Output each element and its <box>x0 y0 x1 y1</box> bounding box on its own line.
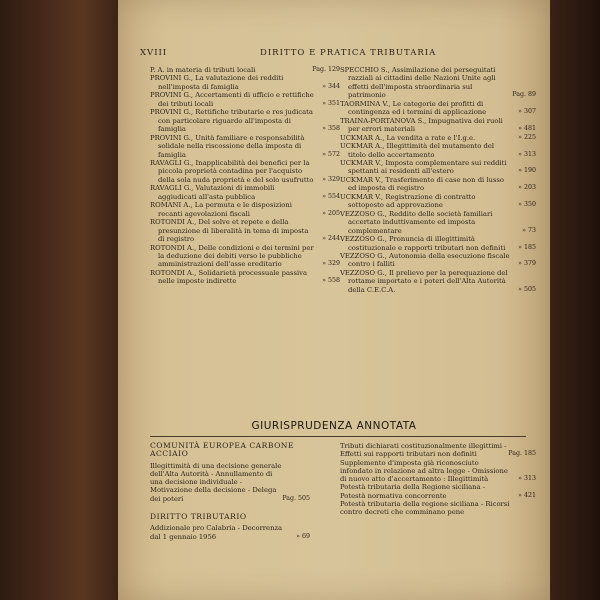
list-item <box>150 66 340 74</box>
entry-text: VEZZOSO G., Autonomia della esecuzione fiscale contro i falliti <box>340 251 510 269</box>
entry-text: ROTONDI A., Solidarietà processuale passiva nelle imposte indirette <box>150 268 308 286</box>
list-item <box>340 159 536 176</box>
page-reference: » 205 <box>322 209 340 217</box>
section-title: GIURISPRUDENZA ANNOTATA <box>251 420 417 432</box>
entry-text: PROVINI G., La valutazione dei redditi nell'imposta di famiglia <box>150 74 284 91</box>
list-item <box>340 269 536 294</box>
list-item <box>340 176 536 193</box>
entry-text: RAVAGLI G., Valutazioni di immobili aggiudicati all'asta pubblica <box>150 184 275 201</box>
page-reference: » 351 <box>322 99 340 107</box>
book-binding-left <box>0 0 118 600</box>
page-reference: » 329 <box>322 260 340 268</box>
entry-text: RAVAGLI G., Inapplicabilità dei benefici per la piccola proprietà contadina per l'acquisto della sola nuda proprietà e del solo usufrutto <box>150 158 314 184</box>
page-reference: Pag. 89 <box>512 91 536 99</box>
page-reference: » 203 <box>518 184 536 192</box>
list-item <box>340 100 536 117</box>
list-item <box>150 524 310 541</box>
list-item <box>150 244 340 269</box>
index-column-left <box>150 66 340 286</box>
list-item <box>340 210 536 235</box>
entry-text: VEZZOSO G., Pronuncia di illegittimità costituzionale e rapporti tributari non definiti <box>340 235 506 252</box>
entry-text: VEZZOSO G., Il prelievo per la perequazione del rottame importato e i poteri dell'Alta Autorità della C.E.C.A. <box>340 268 508 294</box>
index-column-right <box>340 66 536 294</box>
list-item <box>340 442 536 459</box>
page-reference: » 313 <box>518 150 536 158</box>
page-reference: » 572 <box>322 150 340 158</box>
document-page <box>118 0 550 600</box>
page-number: XVIII <box>140 48 168 58</box>
entry-text: VEZZOSO G., Reddito delle società familiari accertato induttivamente ed imposta complementare <box>340 209 493 235</box>
page-reference: » 358 <box>322 125 340 133</box>
list-item <box>150 218 340 243</box>
list-item <box>150 201 340 218</box>
list-item <box>340 500 536 517</box>
entry-text: Illegittimità di una decisione generale dell'Alta Autorità - Annullamento di una decisione individuale - Motivazione della decisione - Delega dei poteri <box>150 461 282 503</box>
list-item <box>340 66 536 100</box>
list-item <box>340 117 536 134</box>
list-item <box>340 193 536 210</box>
list-item <box>340 235 536 252</box>
jurisprudence-column-left <box>150 442 310 541</box>
list-item <box>340 483 536 500</box>
entry-text: P. A. in materia di tributi locali <box>150 66 256 74</box>
list-item <box>150 269 340 286</box>
page-reference: » 329 <box>322 175 340 183</box>
entry-text: ROTONDI A., Del solve et repete e della presunzione di liberalità in tema di imposta di registro <box>150 218 309 244</box>
page-reference: » 313 <box>518 475 536 483</box>
page-header <box>140 48 528 58</box>
list-item <box>340 134 536 142</box>
list-item <box>150 74 340 91</box>
entry-text: UCKMAR A., La vendita a rate e l'I.g.e. <box>340 133 476 142</box>
list-item <box>150 159 340 184</box>
entry-text: Supplemento d'imposta già riconosciuto infondato in relazione ad altra legge - Omissione di nuovo atto d'accertamento : Illegittimità <box>340 458 508 484</box>
entry-text: TRAINA-PORTANOVA S., Impugnativa dei ruoli per errori materiali <box>340 116 503 134</box>
entry-text: UCKMAR V., Trasferimento di case non di lusso ed imposta di registro <box>340 175 504 193</box>
entry-text: UCKMAR A., Illegittimità del mutamento del titolo dello accertamento <box>340 142 495 159</box>
page-reference: » 307 <box>518 108 536 116</box>
entry-text: PROVINI G., Rettifiche tributarie e res judicata con particolare riguardo all'imposta di famiglia <box>150 108 313 134</box>
entry-text: SPECCHIO S., Assimilazione dei perseguitati razziali ai cittadini delle Nazioni Unite agli effetti dell'imposta straordinaria sul patrimonio <box>340 66 496 100</box>
section-rule <box>150 436 526 437</box>
page-reference: » 73 <box>522 226 536 234</box>
page-reference: » 421 <box>518 491 536 499</box>
page-reference: » 379 <box>518 260 536 268</box>
book-edge-right <box>550 0 600 600</box>
page-reference: » 244 <box>322 235 340 243</box>
page-reference: » 225 <box>518 133 536 141</box>
entry-text: ROMANI A., La permuta e le disposizioni recanti agevolazioni fiscali <box>150 201 292 218</box>
page-reference: Pag. 185 <box>508 450 536 458</box>
page-reference: » 481 <box>518 125 536 133</box>
entry-text: TAORMINA V., Le categorie dei profitti di contingenza ed i termini di applicazione <box>340 99 487 117</box>
page-reference: » 350 <box>518 201 536 209</box>
page-reference: » 554 <box>322 192 340 200</box>
list-item <box>150 184 340 201</box>
jurisprudence-column-right <box>340 442 536 517</box>
entry-text: PROVINI G., Accertamenti di ufficio e rettifiche dei tributi locali <box>150 91 314 108</box>
entry-text: PROVINI G., Unità familiare e responsabilità solidale nella riscossione della imposta di famiglia <box>150 133 305 159</box>
page-reference: » 558 <box>322 277 340 285</box>
entry-text: Potestà tributaria della regione siciliana - Ricorsi contro decreti che comminano pene <box>340 500 510 517</box>
page-reference: » 69 <box>296 532 310 540</box>
page-reference: Pag. 505 <box>282 494 310 502</box>
entry-text: Potestà tributaria della Regione siciliana - Potestà normativa concorrente <box>340 483 486 500</box>
entry-text: Addizionale pro Calabria - Decorrenza dal 1 gennaio 1956 <box>150 524 283 541</box>
page-reference: » 185 <box>518 243 536 251</box>
list-item <box>340 252 536 269</box>
entry-text: Tributi dichiarati costituzionalmente illegittimi - Effetti sui rapporti tributari non definiti <box>340 442 507 459</box>
page-reference: » 344 <box>322 82 340 90</box>
list-item <box>150 134 340 159</box>
entry-text: UCKMAR V., Registrazione di contratto sottoposto ad approvazione <box>340 192 476 210</box>
page-reference: » 190 <box>518 167 536 175</box>
page-reference: » 505 <box>518 285 536 293</box>
list-item <box>150 462 310 503</box>
list-item <box>150 108 340 133</box>
list-item <box>340 459 536 484</box>
section-heading: DIRITTO TRIBUTARIO <box>150 512 247 522</box>
entry-text: ROTONDI A., Delle condizioni e dei termini per la deduzione dei debiti verso le pubbliche amministrazioni dell'asse ereditario <box>150 243 314 269</box>
entry-text: UCKMAR V., Imposta complementare sui redditi spettanti ai residenti all'estero <box>340 158 507 176</box>
list-item <box>150 91 340 108</box>
page-reference: Pag. 129 <box>312 66 340 73</box>
list-item <box>340 142 536 159</box>
section-heading: COMUNITÀ EUROPEA CARBONE ACCIAIO <box>150 441 294 459</box>
running-title: DIRITTO E PRATICA TRIBUTARIA <box>260 48 437 58</box>
